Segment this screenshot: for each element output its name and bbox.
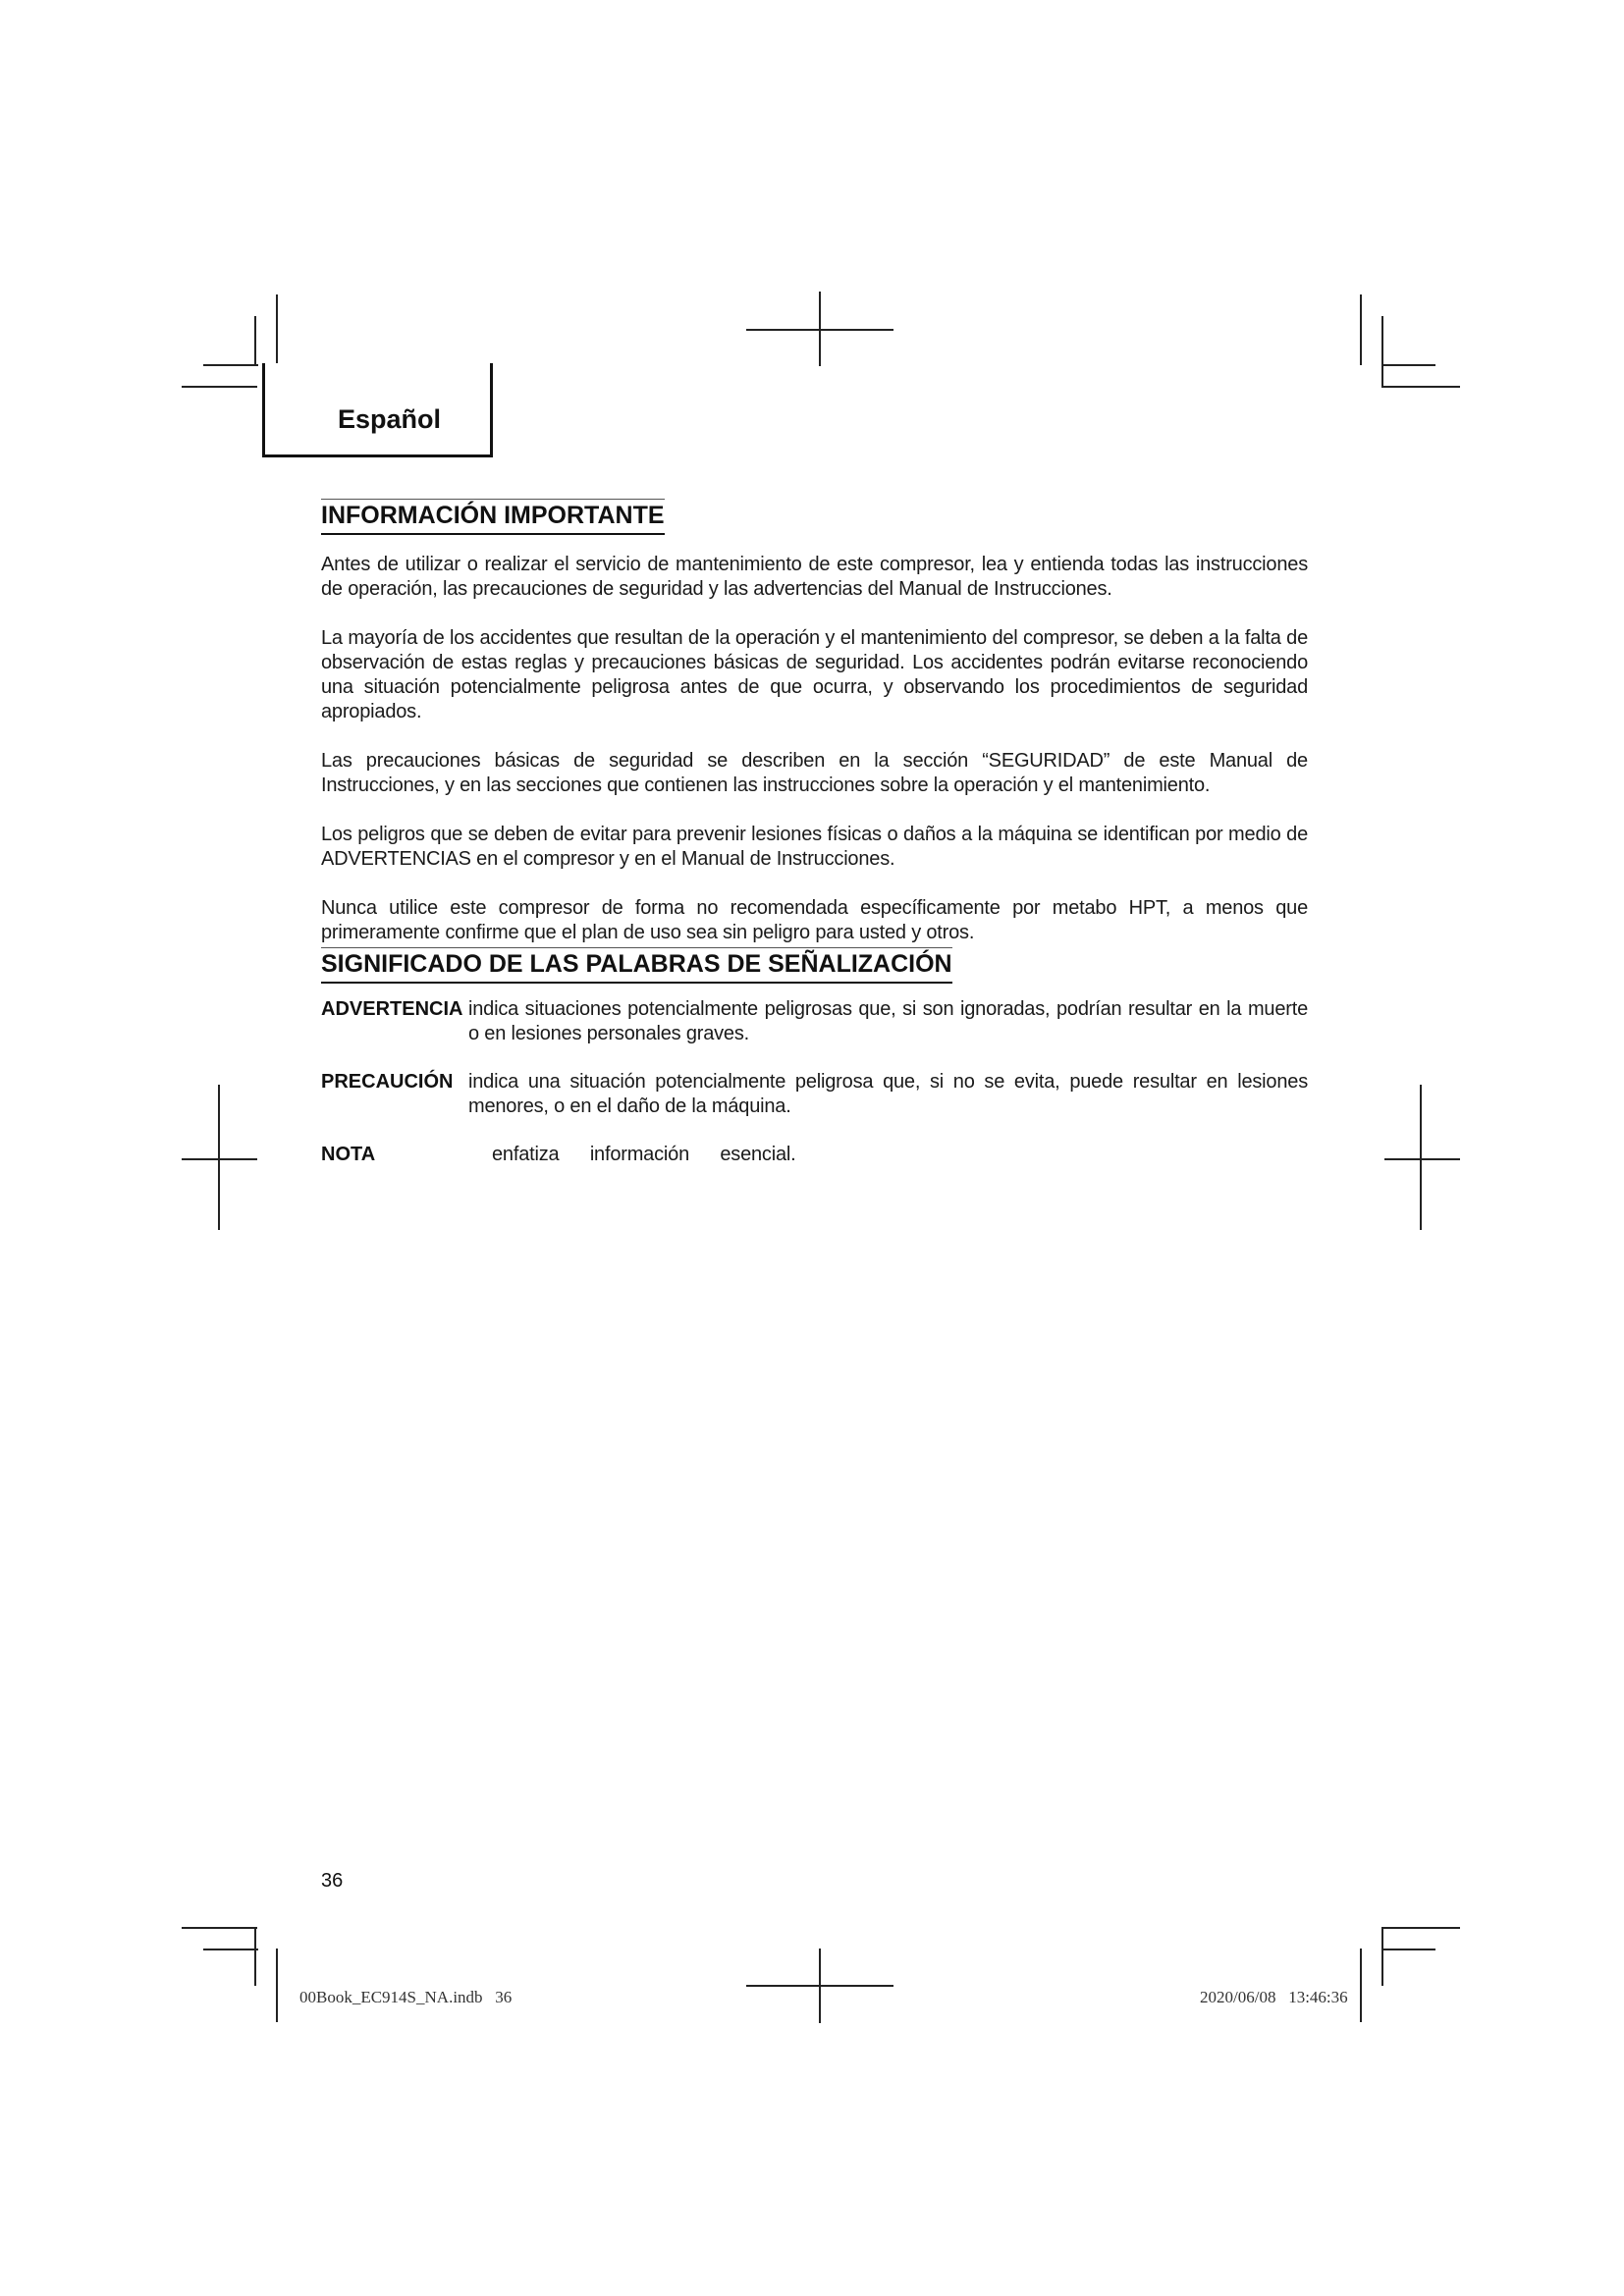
nota-word: información xyxy=(589,1144,689,1165)
definition-text xyxy=(468,1143,1308,1167)
paragraph: Nunca utilice este compresor de forma no recomendada específicamente por metabo HPT, a menos que primeramente confirme que el plan de uso sea sin peligro para usted y otros. xyxy=(321,897,1308,943)
definition-row xyxy=(321,997,1308,1046)
page-number: 36 xyxy=(321,1870,344,1892)
signal-words-section xyxy=(321,947,1308,1191)
nota-word: esencial. xyxy=(720,1144,796,1165)
paragraph: Los peligros que se deben de evitar para prevenir lesiones físicas o daños a la máquina se identifican por medio de ADVERTENCIAS en el compresor y en el Manual de Instrucciones. xyxy=(321,824,1308,870)
definition-text: indica situaciones potencialmente peligrosas que, si son ignoradas, podrían resultar en la muerte o en lesiones personales graves. xyxy=(468,998,1308,1044)
definition-term: NOTA xyxy=(321,1144,376,1165)
paragraph: La mayoría de los accidentes que resultan de la operación y el mantenimiento del compresor, se deben a la falta de observación de estas reglas y precauciones básicas de seguridad. Los accidentes podrán evitarse reconociendo una situación potencialmente peligrosa antes de que ocurra, y observando los procedimientos de seguridad apropiados. xyxy=(321,627,1308,722)
nota-word: enfatiza xyxy=(492,1144,560,1165)
definition-text: indica una situación potencialmente peligrosa que, si no se evita, puede resultar en lesiones menores, o en el daño de la máquina. xyxy=(468,1071,1308,1117)
section-title: SIGNIFICADO DE LAS PALABRAS DE SEÑALIZACIÓN xyxy=(321,947,952,984)
definition-row xyxy=(321,1143,1308,1167)
important-information-section xyxy=(321,499,1308,970)
definition-term: ADVERTENCIA xyxy=(321,998,463,1020)
footer-timestamp: 2020/06/08 13:46:36 xyxy=(1200,1988,1348,2006)
section-title: INFORMACIÓN IMPORTANTE xyxy=(321,499,665,535)
footer-file-name: 00Book_EC914S_NA.indb 36 xyxy=(299,1988,513,2006)
definition-term: PRECAUCIÓN xyxy=(321,1071,454,1093)
language-tab-label: Español xyxy=(338,404,442,434)
paragraph: Las precauciones básicas de seguridad se describen en la sección “SEGURIDAD” de este Manual de Instrucciones, y en las secciones que contienen las instrucciones sobre la operación y el mantenimiento. xyxy=(321,750,1308,796)
paragraph: Antes de utilizar o realizar el servicio de mantenimiento de este compresor, lea y entienda todas las instrucciones de operación, las precauciones de seguridad y las advertencias del Manual de Instrucciones. xyxy=(321,554,1308,600)
definition-row xyxy=(321,1070,1308,1119)
